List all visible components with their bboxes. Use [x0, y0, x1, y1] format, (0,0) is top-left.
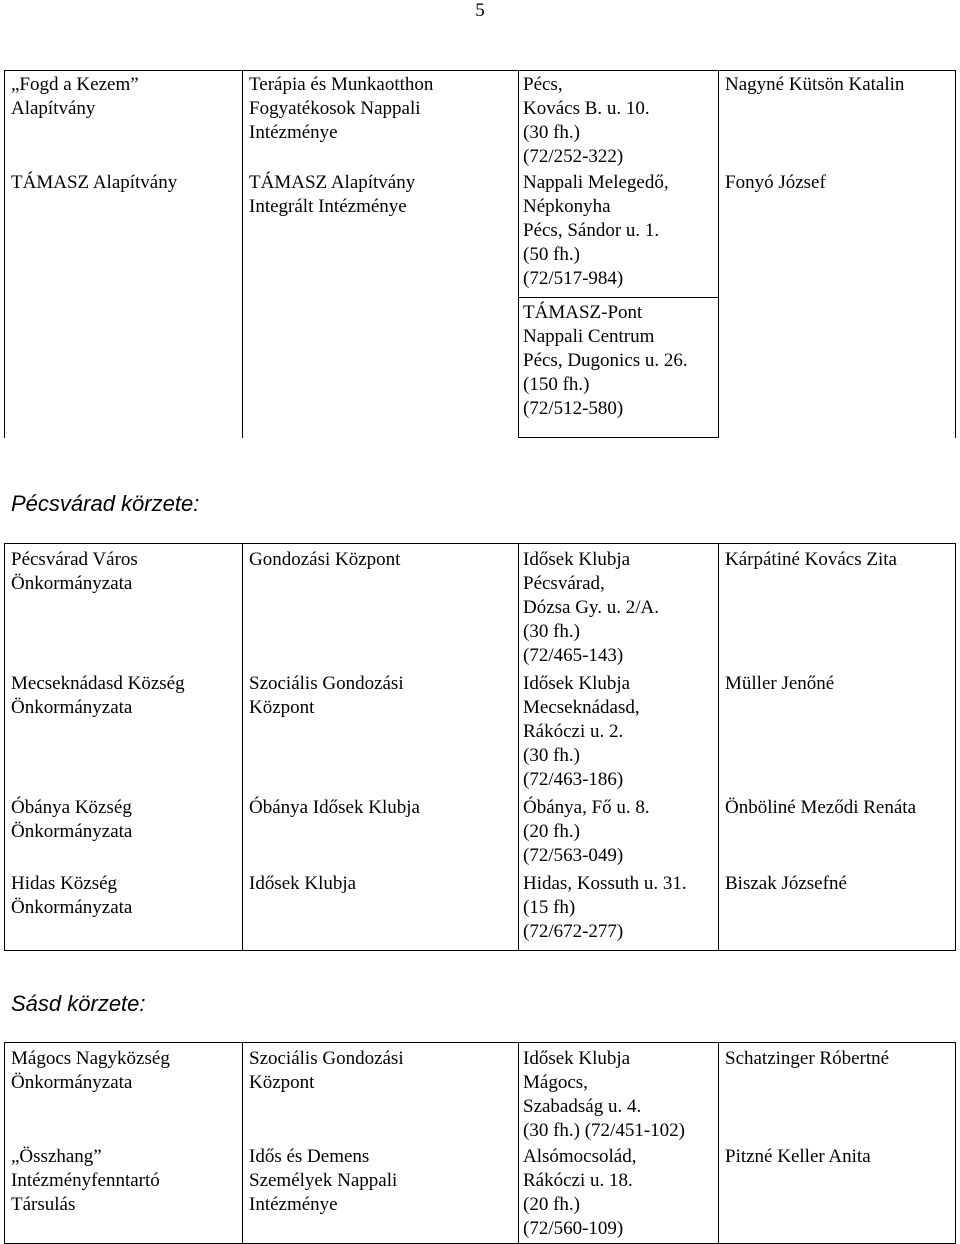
contact-name: Fonyó József	[725, 172, 826, 193]
top-institution-table	[4, 70, 956, 438]
operator-cell	[5, 792, 243, 868]
address-line: Pécs, Dugonics u. 26.	[523, 350, 688, 371]
institution-line: Központ	[249, 1072, 315, 1093]
operator-line: Önkormányzata	[11, 1072, 133, 1093]
address-cell	[519, 169, 719, 298]
address-line: (150 fh.)	[523, 374, 590, 395]
operator-line: Intézményfenntartó	[11, 1170, 160, 1191]
contact-name: Nagyné Kütsön Katalin	[725, 74, 905, 95]
contact-cell	[719, 544, 956, 669]
contact-name: Müller Jenőné	[725, 673, 835, 694]
operator-line: Alapítvány	[11, 98, 96, 119]
operator-line: Pécsvárad Város	[11, 549, 138, 570]
institution-cell	[243, 1143, 519, 1244]
address-cell	[519, 544, 719, 669]
address-cell	[519, 298, 719, 438]
institution-line: Gondozási Központ	[249, 549, 401, 570]
operator-cell	[5, 868, 243, 951]
address-line: (72/560-109)	[523, 1218, 624, 1239]
address-line: (72/563-049)	[523, 845, 624, 866]
institution-line: Szociális Gondozási	[249, 673, 404, 694]
address-line: (15 fh)	[523, 897, 576, 918]
address-line: Óbánya, Fő u. 8.	[523, 797, 650, 818]
pecsvarad-table	[4, 543, 956, 951]
address-line: Mecseknádasd,	[523, 697, 640, 718]
address-line: (72/517-984)	[523, 268, 624, 289]
address-line: Idősek Klubja	[523, 549, 631, 570]
institution-line: Óbánya Idősek Klubja	[249, 797, 420, 818]
address-line: Pécsvárad,	[523, 573, 605, 594]
table-row	[5, 169, 956, 298]
address-line: Nappali Centrum	[523, 326, 655, 347]
address-line: Hidas, Kossuth u. 31.	[523, 873, 687, 894]
address-line: Idősek Klubja	[523, 673, 631, 694]
address-line: (30 fh.) (72/451-102)	[523, 1120, 685, 1141]
table-row	[5, 1043, 956, 1144]
institution-cell	[243, 71, 519, 170]
operator-line: „Fogd a Kezem”	[11, 74, 139, 95]
institution-cell	[243, 792, 519, 868]
address-line: Nappali Melegedő,	[523, 172, 669, 193]
institution-line: Szociális Gondozási	[249, 1048, 404, 1069]
contact-name: Biszak Józsefné	[725, 873, 847, 894]
address-line: Kovács B. u. 10.	[523, 98, 650, 119]
address-line: (72/465-143)	[523, 645, 624, 666]
address-line: Pécs,	[523, 74, 563, 95]
operator-line: Önkormányzata	[11, 573, 133, 594]
contact-cell	[719, 1143, 956, 1244]
address-cell	[519, 792, 719, 868]
operator-line: Önkormányzata	[11, 897, 133, 918]
table-row	[5, 544, 956, 669]
contact-name: Schatzinger Róbertné	[725, 1048, 890, 1069]
institution-cell	[243, 1043, 519, 1144]
operator-line: Hidas Község	[11, 873, 118, 894]
institution-line: Intézménye	[249, 122, 338, 143]
operator-cell	[5, 544, 243, 669]
contact-cell	[719, 1043, 956, 1144]
operator-line: Mágocs Nagyközség	[11, 1048, 170, 1069]
operator-line: Mecseknádasd Község	[11, 673, 185, 694]
operator-line: TÁMASZ Alapítvány	[11, 172, 178, 193]
section-heading: Sásd körzete:	[11, 991, 146, 1016]
institution-cell	[243, 868, 519, 951]
address-line: (20 fh.)	[523, 1194, 580, 1215]
address-line: (72/463-186)	[523, 769, 624, 790]
address-cell	[519, 668, 719, 792]
address-cell	[519, 71, 719, 170]
institution-line: Központ	[249, 697, 315, 718]
address-line: (30 fh.)	[523, 122, 580, 143]
contact-name: Önböliné Meződi Renáta	[725, 797, 917, 818]
contact-cell	[719, 169, 956, 438]
contact-cell	[719, 71, 956, 170]
institution-cell	[243, 544, 519, 669]
address-line: Szabadság u. 4.	[523, 1096, 642, 1117]
operator-cell	[5, 668, 243, 792]
institution-line: Személyek Nappali	[249, 1170, 398, 1191]
address-line: (30 fh.)	[523, 621, 580, 642]
operator-cell	[5, 1043, 243, 1144]
address-line: Idősek Klubja	[523, 1048, 631, 1069]
table-row	[5, 668, 956, 792]
operator-cell	[5, 1143, 243, 1244]
table-row	[5, 1143, 956, 1244]
address-line: TÁMASZ-Pont	[523, 302, 643, 323]
address-line: (72/252-322)	[523, 146, 624, 167]
institution-line: Fogyatékosok Nappali	[249, 98, 421, 119]
address-line: Pécs, Sándor u. 1.	[523, 220, 660, 241]
institution-line: Idős és Demens	[249, 1146, 370, 1167]
institution-line: TÁMASZ Alapítvány	[249, 172, 416, 193]
institution-cell	[243, 668, 519, 792]
contact-cell	[719, 792, 956, 868]
address-cell	[519, 1143, 719, 1244]
table-row	[5, 71, 956, 170]
contact-cell	[719, 868, 956, 951]
address-line: Rákóczi u. 2.	[523, 721, 624, 742]
sasd-table	[4, 1042, 956, 1244]
address-line: (72/512-580)	[523, 398, 624, 419]
table-row	[5, 868, 956, 951]
contact-name: Pitzné Keller Anita	[725, 1146, 871, 1167]
contact-name: Kárpátiné Kovács Zita	[725, 549, 897, 570]
operator-cell	[5, 169, 243, 438]
institution-line: Intézménye	[249, 1194, 338, 1215]
address-line: Mágocs,	[523, 1072, 588, 1093]
address-line: (72/672-277)	[523, 921, 624, 942]
page-number: 5	[475, 0, 485, 21]
institution-cell	[243, 169, 519, 438]
address-cell	[519, 1043, 719, 1144]
operator-line: „Összhang”	[11, 1146, 102, 1167]
address-line: (30 fh.)	[523, 745, 580, 766]
address-line: (20 fh.)	[523, 821, 580, 842]
address-cell	[519, 868, 719, 951]
table-row	[5, 792, 956, 868]
operator-line: Önkormányzata	[11, 821, 133, 842]
institution-line: Terápia és Munkaotthon	[249, 74, 434, 95]
address-line: Dózsa Gy. u. 2/A.	[523, 597, 659, 618]
operator-line: Önkormányzata	[11, 697, 133, 718]
institution-line: Integrált Intézménye	[249, 196, 407, 217]
contact-cell	[719, 668, 956, 792]
operator-line: Társulás	[11, 1194, 76, 1215]
address-line: Rákóczi u. 18.	[523, 1170, 633, 1191]
section-heading: Pécsvárad körzete:	[11, 491, 200, 516]
operator-cell	[5, 71, 243, 170]
operator-line: Óbánya Község	[11, 797, 132, 818]
address-line: Alsómocsolád,	[523, 1146, 637, 1167]
address-line: (50 fh.)	[523, 244, 580, 265]
institution-line: Idősek Klubja	[249, 873, 357, 894]
address-line: Népkonyha	[523, 196, 611, 217]
